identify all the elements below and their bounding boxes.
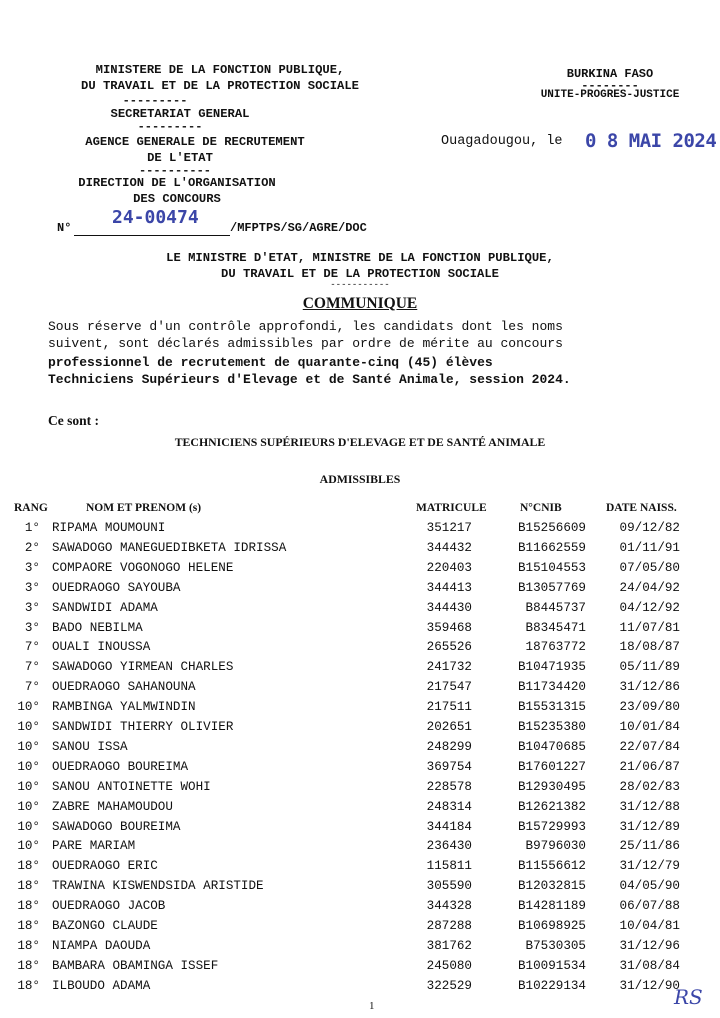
cnib-cell: B11734420 (517, 680, 586, 695)
birthdate-cell: 07/05/80 (619, 560, 680, 575)
name-cell: SANOU ISSA (52, 739, 128, 754)
matricule-cell: 217511 (426, 700, 472, 715)
matricule-cell: 245080 (426, 958, 472, 973)
table-row (0, 720, 720, 740)
table-row (0, 700, 720, 720)
cnib-cell: B15235380 (517, 720, 586, 734)
date-stamp: 0 8 MAI 2024 (585, 130, 717, 152)
name-cell: RIPAMA MOUMOUNI (52, 521, 166, 535)
rank-cell: 18° (17, 899, 40, 914)
birthdate-cell: 31/08/84 (619, 958, 680, 973)
birthdate-cell: 01/11/91 (619, 540, 680, 555)
rank-cell: 3° (24, 620, 40, 635)
national-motto: UNITE-PROGRES-JUSTICE (540, 89, 680, 101)
rank-cell: 10° (17, 839, 40, 854)
cnib-cell: B7530305 (525, 938, 586, 953)
number-prefix: N° (57, 221, 72, 235)
birthdate-cell: 31/12/96 (619, 938, 680, 953)
matricule-cell: 202651 (426, 720, 472, 734)
matricule-cell: 228578 (426, 779, 472, 794)
matricule-cell: 344413 (426, 580, 472, 595)
table-row (0, 959, 720, 979)
ministry-line2: DU TRAVAIL ET DE LA PROTECTION SOCIALE (81, 79, 359, 93)
cnib-cell: B9796030 (525, 839, 586, 854)
cnib-cell: B17601227 (517, 759, 586, 774)
rank-cell: 18° (17, 938, 40, 953)
name-cell: OUEDRAOGO JACOB (52, 899, 166, 914)
matricule-cell: 344328 (426, 899, 472, 914)
cnib-cell: B13057769 (517, 580, 586, 595)
cnib-cell: B10471935 (517, 660, 586, 675)
matricule-cell: 381762 (426, 938, 472, 953)
name-cell: BAMBARA OBAMINGA ISSEF (52, 958, 219, 973)
name-cell: SANOU ANTOINETTE WOHI (52, 779, 211, 794)
secretariat-label: SECRETARIAT GENERAL (110, 107, 250, 121)
matricule-cell: 359468 (426, 620, 472, 635)
name-cell: SANDWIDI ADAMA (52, 600, 158, 615)
matricule-cell: 369754 (426, 759, 472, 774)
name-cell: NIAMPA DAOUDA (52, 938, 151, 953)
agency-line1: AGENCE GENERALE DE RECRUTEMENT (85, 135, 305, 149)
rank-cell: 10° (17, 799, 40, 814)
rank-cell: 7° (24, 660, 40, 675)
cnib-cell: B15104553 (517, 560, 586, 575)
rank-cell: 10° (17, 759, 40, 774)
rank-cell: 18° (17, 859, 40, 874)
table-row (0, 879, 720, 899)
matricule-cell: 241732 (426, 660, 472, 675)
matricule-cell: 217547 (426, 680, 472, 695)
birthdate-cell: 31/12/86 (619, 680, 680, 695)
cnib-cell: B15729993 (517, 819, 586, 834)
matricule-cell: 115811 (426, 859, 472, 874)
rank-cell: 10° (17, 819, 40, 834)
subsection-title: ADMISSIBLES (319, 472, 401, 486)
minister-line2: DU TRAVAIL ET DE LA PROTECTION SOCIALE (221, 267, 499, 281)
cnib-cell: 18763772 (525, 640, 586, 655)
rank-cell: 10° (17, 739, 40, 754)
matricule-cell: 322529 (426, 978, 472, 993)
table-row (0, 800, 720, 820)
matricule-cell: 220403 (426, 560, 472, 575)
birthdate-cell: 31/12/89 (619, 819, 680, 834)
name-cell: SAWADOGO YIRMEAN CHARLES (52, 660, 234, 675)
handwritten-initials: RS (674, 985, 703, 1009)
column-header-name: NOM ET PRENOM (s) (86, 502, 202, 514)
rank-cell: 10° (17, 700, 40, 715)
rank-cell: 2° (24, 540, 40, 555)
birthdate-cell: 31/12/79 (619, 859, 680, 874)
cnib-cell: B12930495 (517, 779, 586, 794)
name-cell: SANDWIDI THIERRY OLIVIER (52, 720, 234, 734)
birthdate-cell: 21/06/87 (619, 759, 680, 774)
cnib-cell: B15531315 (517, 700, 586, 715)
rank-cell: 3° (24, 600, 40, 615)
table-row (0, 760, 720, 780)
cnib-cell: B15256609 (517, 521, 586, 535)
number-suffix: /MFPTPS/SG/AGRE/DOC (230, 221, 367, 235)
name-cell: ZABRE MAHAMOUDOU (52, 799, 173, 814)
birthdate-cell: 09/12/82 (619, 521, 680, 535)
minister-line1: LE MINISTRE D'ETAT, MINISTRE DE LA FONCTION PUBLIQUE, (166, 251, 554, 265)
column-header-rank: RANG (14, 502, 48, 514)
dash-separator: ---------- (138, 164, 211, 178)
birthdate-cell: 25/11/86 (619, 839, 680, 854)
table-row (0, 581, 720, 601)
cnib-cell: B8445737 (525, 600, 586, 615)
agency-line2: DE L'ETAT (147, 151, 213, 165)
table-row (0, 979, 720, 999)
birthdate-cell: 10/04/81 (619, 919, 680, 933)
rank-cell: 18° (17, 879, 40, 894)
body-line3: professionnel de recrutement de quarante-cinq (45) élèves (48, 355, 493, 370)
matricule-cell: 351217 (426, 521, 472, 535)
birthdate-cell: 22/07/84 (619, 739, 680, 754)
name-cell: BAZONGO CLAUDE (52, 919, 158, 933)
matricule-cell: 344432 (426, 540, 472, 555)
table-row (0, 899, 720, 919)
name-cell: OUEDRAOGO SAYOUBA (52, 580, 181, 595)
table-row (0, 740, 720, 760)
dash-separator: --------- (122, 94, 188, 108)
rank-cell: 18° (17, 978, 40, 993)
birthdate-cell: 24/04/92 (619, 580, 680, 595)
rank-cell: 18° (17, 919, 40, 933)
name-cell: TRAWINA KISWENDSIDA ARISTIDE (52, 879, 264, 894)
rank-cell: 3° (24, 580, 40, 595)
body-line2: suivent, sont déclarés admissibles par ordre de mérite au concours (48, 336, 563, 351)
section-title: TECHNICIENS SUPÉRIEURS D'ELEVAGE ET DE SANTÉ ANIMALE (174, 435, 546, 449)
reference-number-handwritten: 24-00474 (112, 207, 199, 228)
rank-cell: 10° (17, 779, 40, 794)
ce-sont-label: Ce sont : (48, 413, 99, 428)
table-row (0, 939, 720, 959)
table-row (0, 640, 720, 660)
name-cell: BADO NEBILMA (52, 620, 143, 635)
cnib-cell: B10698925 (517, 919, 586, 933)
birthdate-cell: 11/07/81 (619, 620, 680, 635)
rank-cell: 7° (24, 680, 40, 695)
minister-dashes: ----------- (330, 280, 390, 290)
table-row (0, 521, 720, 541)
body-line1: Sous réserve d'un contrôle approfondi, les candidats dont les noms (48, 319, 563, 334)
birthdate-cell: 04/05/90 (619, 879, 680, 894)
birthdate-cell: 31/12/88 (619, 799, 680, 814)
cnib-cell: B10229134 (517, 978, 586, 993)
name-cell: RAMBINGA YALMWINDIN (52, 700, 196, 715)
table-row (0, 660, 720, 680)
birthdate-cell: 06/07/88 (619, 899, 680, 914)
table-row (0, 561, 720, 581)
matricule-cell: 248314 (426, 799, 472, 814)
cnib-cell: B11662559 (517, 540, 586, 555)
page-number: 1 (369, 1000, 375, 1012)
column-header-matricule: MATRICULE (416, 502, 487, 514)
table-row (0, 780, 720, 800)
matricule-cell: 236430 (426, 839, 472, 854)
cnib-cell: B12032815 (517, 879, 586, 894)
birthdate-cell: 23/09/80 (619, 700, 680, 715)
rank-cell: 1° (24, 521, 40, 535)
name-cell: COMPAORE VOGONOGO HELENE (52, 560, 234, 575)
country-name: BURKINA FASO (566, 67, 654, 81)
cnib-cell: B10470685 (517, 739, 586, 754)
dash-separator: --------- (137, 120, 203, 134)
cnib-cell: B11556612 (517, 859, 586, 874)
place-label: Ouagadougou, le (441, 134, 563, 149)
cnib-cell: B14281189 (517, 899, 586, 914)
matricule-cell: 305590 (426, 879, 472, 894)
table-row (0, 621, 720, 641)
birthdate-cell: 05/11/89 (619, 660, 680, 675)
matricule-cell: 344184 (426, 819, 472, 834)
table-row (0, 541, 720, 561)
birthdate-cell: 10/01/84 (619, 720, 680, 734)
name-cell: SAWADOGO MANEGUEDIBKETA IDRISSA (52, 540, 287, 555)
rank-cell: 7° (24, 640, 40, 655)
column-header-date: DATE NAISS. (606, 502, 677, 514)
name-cell: ILBOUDO ADAMA (52, 978, 151, 993)
birthdate-cell: 04/12/92 (619, 600, 680, 615)
column-header-cnib: N°CNIB (520, 502, 562, 514)
table-row (0, 820, 720, 840)
body-line4: Techniciens Supérieurs d'Elevage et de Santé Animale, session 2024. (48, 372, 571, 387)
matricule-cell: 287288 (426, 919, 472, 933)
direction-line1: DIRECTION DE L'ORGANISATION (78, 176, 276, 190)
matricule-cell: 265526 (426, 640, 472, 655)
birthdate-cell: 31/12/90 (619, 978, 680, 993)
name-cell: OUEDRAOGO SAHANOUNA (52, 680, 196, 695)
name-cell: PARE MARIAM (52, 839, 136, 854)
cnib-cell: B8345471 (525, 620, 586, 635)
country-dashes: -------- (581, 79, 639, 93)
name-cell: OUEDRAOGO ERIC (52, 859, 158, 874)
matricule-cell: 248299 (426, 739, 472, 754)
ministry-line1: MINISTERE DE LA FONCTION PUBLIQUE, (95, 63, 345, 77)
name-cell: OUEDRAOGO BOUREIMA (52, 759, 189, 774)
table-row (0, 680, 720, 700)
cnib-cell: B10091534 (517, 958, 586, 973)
rank-cell: 10° (17, 720, 40, 734)
cnib-cell: B12621382 (517, 799, 586, 814)
rank-cell: 18° (17, 958, 40, 973)
name-cell: OUALI INOUSSA (52, 640, 151, 655)
table-row (0, 601, 720, 621)
direction-line2: DES CONCOURS (133, 192, 221, 206)
table-row (0, 859, 720, 879)
rank-cell: 3° (24, 560, 40, 575)
birthdate-cell: 18/08/87 (619, 640, 680, 655)
page-title: COMMUNIQUE (302, 295, 418, 312)
number-underline (74, 235, 230, 236)
table-row (0, 919, 720, 939)
birthdate-cell: 28/02/83 (619, 779, 680, 794)
matricule-cell: 344430 (426, 600, 472, 615)
table-row (0, 839, 720, 859)
name-cell: SAWADOGO BOUREIMA (52, 819, 181, 834)
